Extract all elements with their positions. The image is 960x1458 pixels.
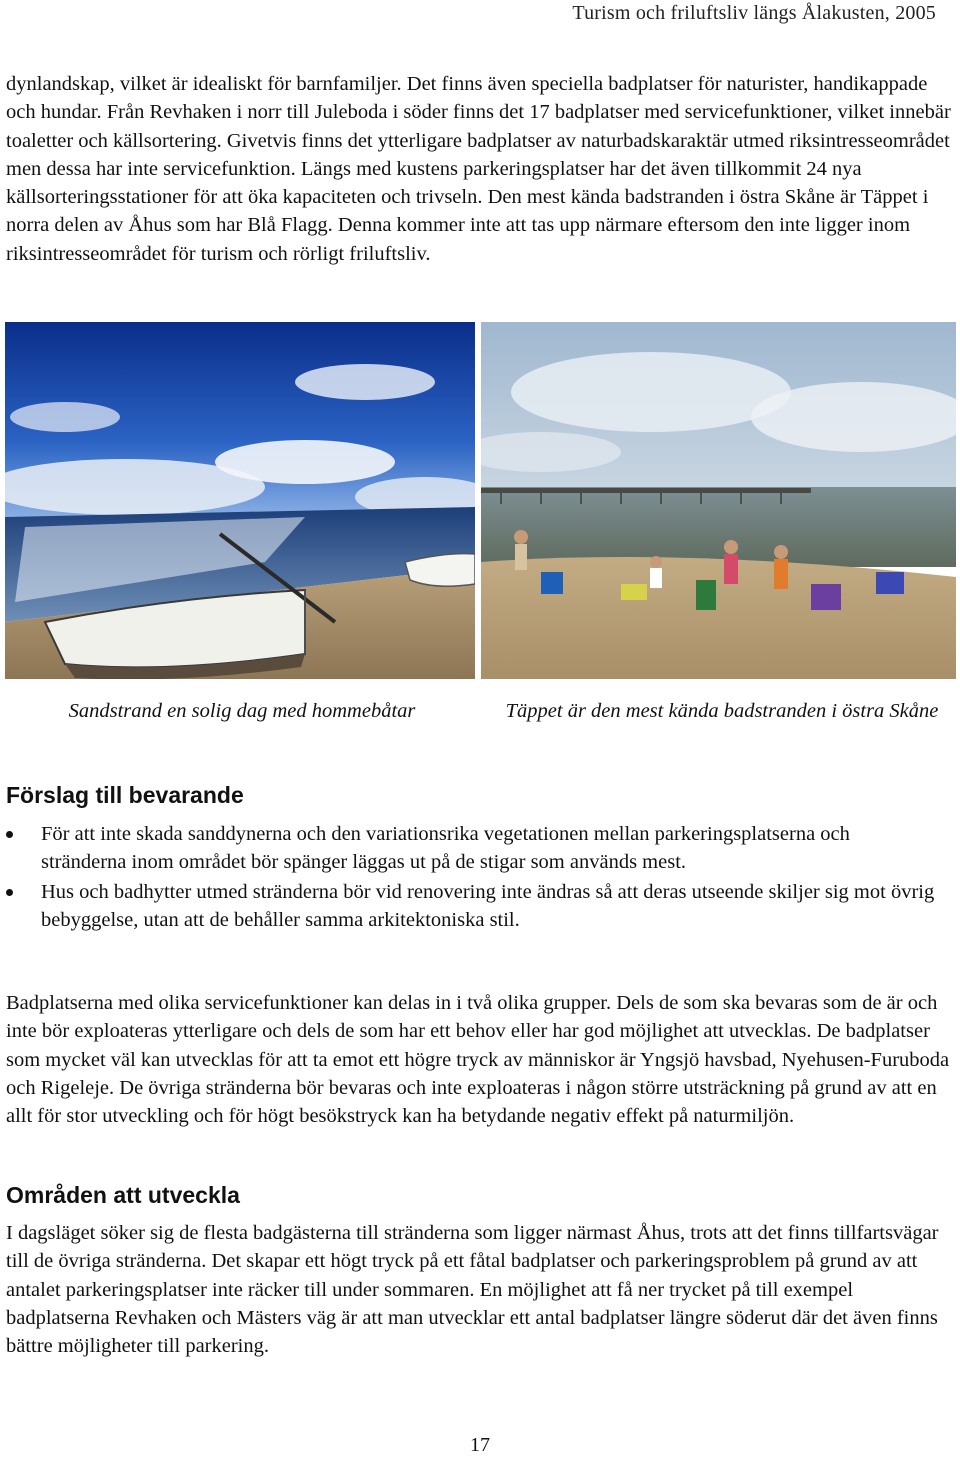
figure-caption-right: Täppet är den mest kända badstranden i östra Skåne [505,700,939,722]
beach-boats-illustration [5,322,475,679]
section-heading-development: Områden att utveckla [6,1182,240,1208]
bullet-dot-icon [6,889,13,896]
tappet-beach-illustration [481,322,956,679]
development-paragraph: I dagsläget söker sig de flesta badgästerna till stränderna som ligger närmast Åhus, trots att det finns tillfartsvägar till de övriga stränderna. Det skapar ett högt tryck på ett fåtal badplatser och parkeringsproblem på grund av att antalet parkeringsplatser inte räcker till under sommaren. En möjlighet att få ner trycket på till exempel badplatserna Revhaken och Mästers väg är att man utvecklar ett antal badplatser längre söderut där det även finns bättre möjligheter till parkering. [6,1222,939,1358]
bullet-text: Hus och badhytter utmed stränderna bör vid renovering inte ändras så att deras utseende skiljer sig mot övrig bebyggelse, utan att de behåller samma arkitektoniska stil. [41,880,935,931]
page-number: 17 [470,1434,490,1456]
bullet-item [0,878,940,935]
bullet-dot-icon [6,831,13,838]
bullet-text: För att inte skada sanddynerna och den variationsrika vegetationen mellan parkeringsplatserna och stränderna inom området bör spänger läggas ut på de stigar som används mest. [41,823,850,874]
preservation-paragraph: Badplatserna med olika servicefunktioner kan delas in i två olika grupper. Dels de som ska bevaras som de är och inte bör exploateras ytterligare och dels de som har ett behov eller har god möjlighet att utvecklas. De badplatser som mycket väl kan utvecklas för att ta emot ett högre tryck av människor är Yngsjö havsbad, Nyehusen-Furuboda och Rigeleje. De övriga stränderna bör bevaras och inte exploateras i någon större utsträckning på grund av att en allt för stor utveckling och för högt besökstryck kan ha betydande negativ effekt på naturmiljön. [6,992,950,1128]
bullet-item [0,820,940,877]
running-header: Turism och friluftsliv längs Ålakusten, 2005 [572,2,936,24]
figure-caption-left: Sandstrand en solig dag med hommebåtar [68,700,416,722]
preservation-bullet-list [0,820,940,935]
tappet-beach-photo [481,322,956,679]
section-heading-preservation: Förslag till bevarande [6,782,244,808]
intro-paragraph: dynlandskap, vilket är idealiskt för barnfamiljer. Det finns även speciella badplatser för naturister, handikappade och hundar. Från Revhaken i norr till Juleboda i söder finns det 17 badplatser med servicefunktioner, vilket innebär toaletter och källsortering. Givetvis finns det ytterligare badplatser av naturbadskaraktär utmed riksintresseområdet men dessa har inte servicefunktion. Längs med kustens parkeringsplatser har det även tillkommit 24 nya källsorteringsstationer för att öka kapaciteten och trivseln. Den mest kända badstranden i östra Skåne är Täppet i norra delen av Åhus som har Blå Flagg. Denna kommer inte att tas upp närmare eftersom den inte ligger inom riksintresseområdet för turism och rörligt friluftsliv. [6,73,951,265]
beach-boats-photo [5,322,475,679]
